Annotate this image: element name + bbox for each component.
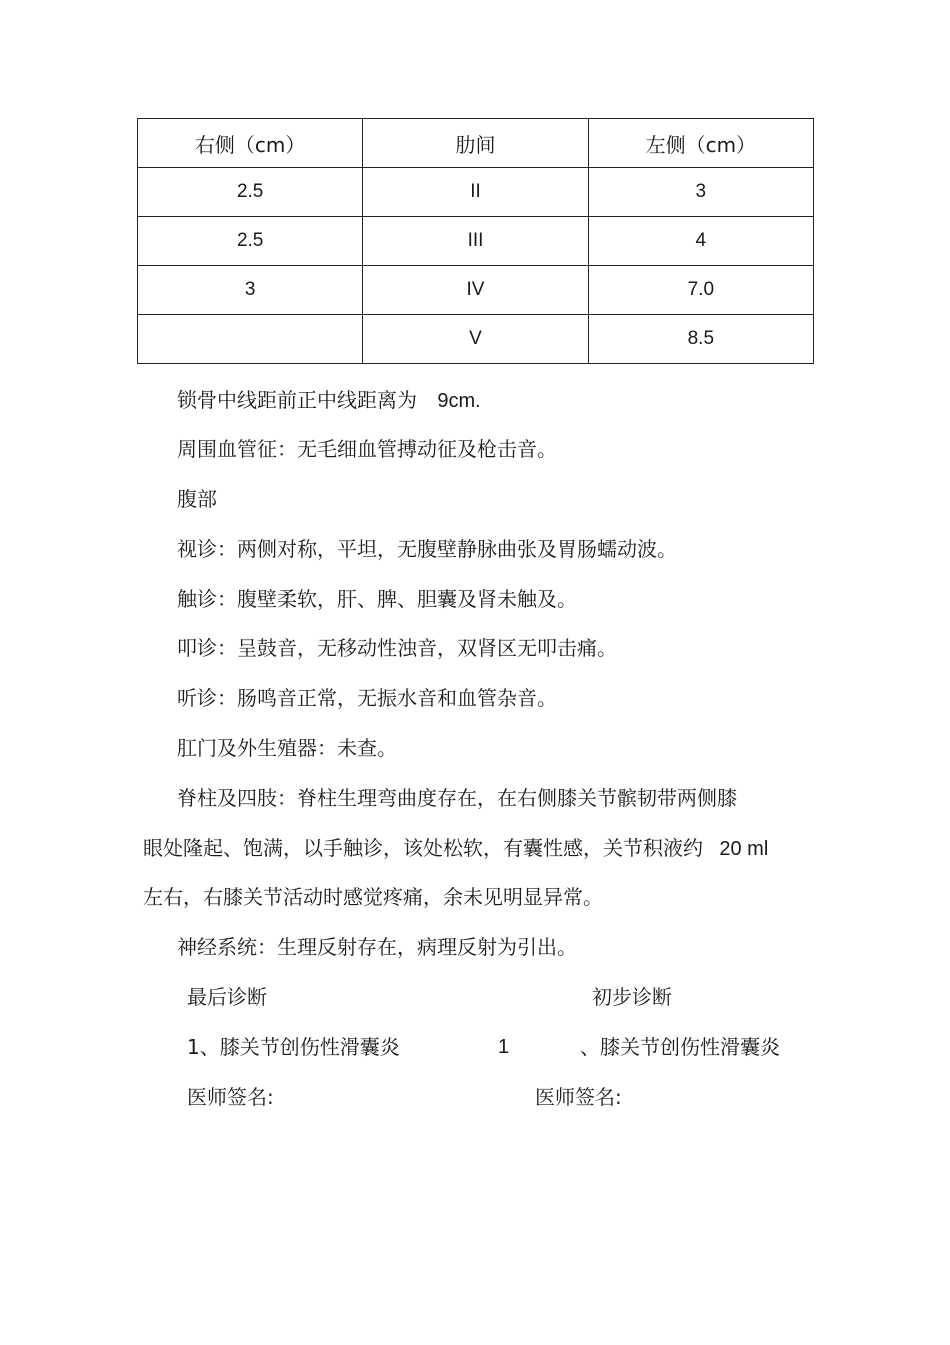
table-cell: 2.5: [138, 168, 363, 217]
table-header-cell: 左侧（cm）: [588, 119, 813, 168]
table-cell: 3: [138, 266, 363, 315]
table-cell: 4: [588, 217, 813, 266]
physician-signature-left: 医师签名:: [187, 1085, 274, 1109]
table-header-row: [138, 119, 814, 168]
table-cell: V: [363, 315, 588, 364]
table-row: [138, 168, 814, 217]
midclavicular-label: 锁骨中线距前正中线距离为: [177, 388, 417, 412]
table-cell: [138, 315, 363, 364]
table-cell: IV: [363, 266, 588, 315]
abdomen-heading: 腹部: [177, 487, 217, 511]
final-diagnosis-item: 1、膝关节创伤性滑囊炎: [187, 1035, 400, 1059]
midclavicular-value: 9cm.: [437, 390, 481, 412]
auscultation-text: 听诊：肠鸣音正常，无振水音和血管杂音。: [177, 686, 557, 710]
spine-text-line2-body: 眼处隆起、饱满，以手触诊，该处松软，有囊性感，关节积液约: [143, 836, 703, 860]
chest-dimensions-table: [137, 118, 814, 364]
anus-genitals-text: 肛门及外生殖器：未查。: [177, 736, 397, 760]
table-cell: 3: [588, 168, 813, 217]
table-cell: 2.5: [138, 217, 363, 266]
initial-diagnosis-item: 、膝关节创伤性滑囊炎: [580, 1035, 780, 1059]
effusion-volume: 20 ml: [719, 838, 769, 860]
table-header-cell: 右侧（cm）: [138, 119, 363, 168]
table-row: [138, 266, 814, 315]
inspection-text: 视诊：两侧对称，平坦，无腹壁静脉曲张及胃肠蠕动波。: [177, 537, 677, 561]
midclavicular-line-text: [177, 388, 481, 413]
table-cell: II: [363, 168, 588, 217]
peripheral-vascular-text: 周围血管征：无毛细血管搏动征及枪击音。: [177, 437, 557, 461]
table-row: [138, 315, 814, 364]
table-cell: 7.0: [588, 266, 813, 315]
table-cell: 8.5: [588, 315, 813, 364]
initial-diagnosis-number: 1: [498, 1036, 510, 1058]
spine-text-line2: [143, 836, 768, 861]
percussion-text: 叩诊：呈鼓音，无移动性浊音，双肾区无叩击痛。: [177, 636, 617, 660]
table-header-cell: 肋间: [363, 119, 588, 168]
spine-text-line3: 左右，右膝关节活动时感觉疼痛，余未见明显异常。: [143, 885, 603, 909]
nervous-system-text: 神经系统：生理反射存在，病理反射为引出。: [177, 935, 577, 959]
final-diagnosis-label: 最后诊断: [187, 985, 267, 1009]
table-row: [138, 217, 814, 266]
initial-diagnosis-label: 初步诊断: [592, 985, 672, 1009]
spine-text-line1: 脊柱及四肢：脊柱生理弯曲度存在，在右侧膝关节髌韧带两侧膝: [177, 786, 737, 810]
physician-signature-right: 医师签名:: [535, 1085, 622, 1109]
palpation-text: 触诊：腹壁柔软，肝、脾、胆囊及肾未触及。: [177, 587, 577, 611]
table-cell: III: [363, 217, 588, 266]
